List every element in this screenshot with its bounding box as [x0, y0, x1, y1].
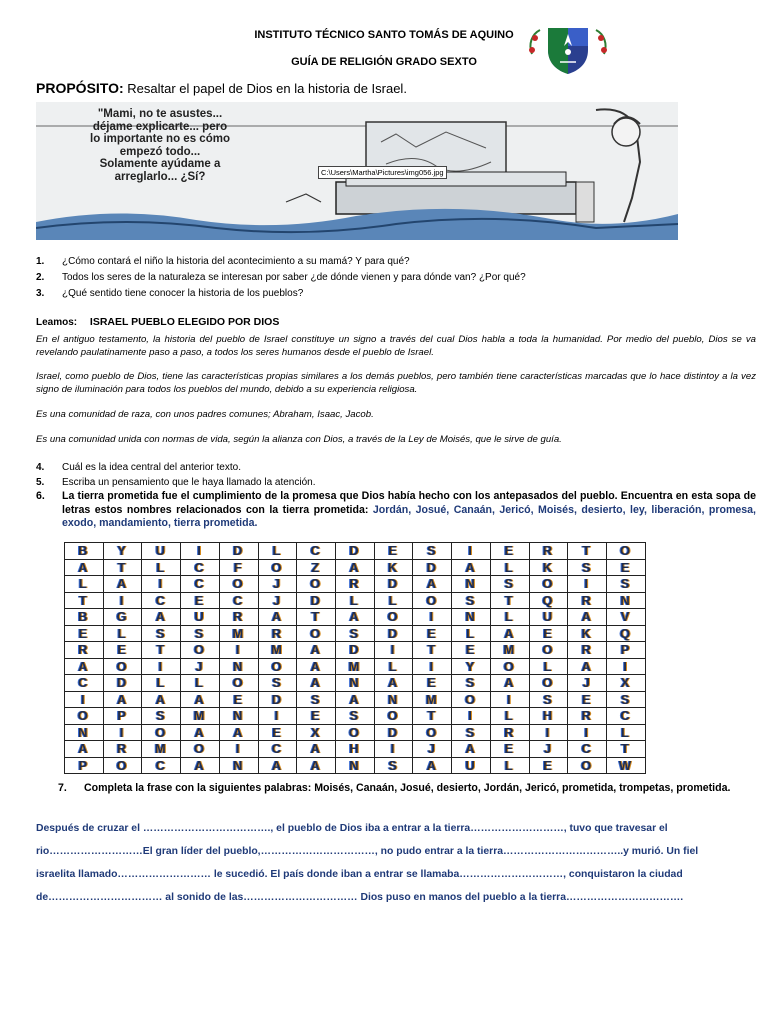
question-text: Todos los seres de la naturaleza se interesan por saber ¿de dónde vienen y para dónde van? ¿Por qué?	[62, 272, 526, 283]
grid-cell[interactable]: A	[490, 675, 529, 692]
grid-cell[interactable]: C	[219, 592, 258, 609]
question-1	[36, 256, 410, 267]
grid-cell[interactable]: P	[103, 708, 142, 725]
grid-cell[interactable]: L	[142, 559, 181, 576]
grid-cell[interactable]: E	[374, 543, 413, 560]
question-number: 5.	[36, 477, 45, 488]
grid-cell[interactable]: L	[258, 543, 297, 560]
grid-cell[interactable]: A	[65, 658, 104, 675]
question-5	[36, 477, 316, 488]
reading-label: Leamos:	[36, 317, 78, 328]
grid-cell[interactable]: I	[452, 708, 491, 725]
grid-row	[65, 576, 646, 593]
grid-cell[interactable]: A	[336, 559, 375, 576]
question-2	[36, 272, 526, 283]
bubble-line: empezó todo...	[119, 145, 201, 158]
grid-cell[interactable]: I	[529, 724, 568, 741]
grid-cell[interactable]: E	[219, 691, 258, 708]
grid-cell[interactable]: N	[452, 576, 491, 593]
grid-cell[interactable]: S	[374, 757, 413, 774]
grid-cell[interactable]: O	[374, 708, 413, 725]
grid-row	[65, 724, 646, 741]
grid-cell[interactable]: A	[181, 724, 220, 741]
grid-cell[interactable]: E	[490, 741, 529, 758]
grid-cell[interactable]: E	[490, 543, 529, 560]
fill-line-1: Después de cruzar el ………………………………., el pueblo de Dios iba a entrar a la tierra………………………, tuvo que travesar el	[36, 823, 668, 834]
grid-cell[interactable]: Q	[529, 592, 568, 609]
grid-cell[interactable]: L	[181, 675, 220, 692]
grid-cell[interactable]: L	[490, 609, 529, 626]
grid-cell[interactable]: C	[142, 592, 181, 609]
grid-cell[interactable]: I	[490, 691, 529, 708]
question-text: Escriba un pensamiento que le haya llamado la atención.	[62, 477, 316, 488]
grid-cell[interactable]: C	[65, 675, 104, 692]
grid-cell[interactable]: F	[219, 559, 258, 576]
grid-cell[interactable]: N	[65, 724, 104, 741]
grid-cell[interactable]: S	[142, 708, 181, 725]
grid-row	[65, 691, 646, 708]
grid-cell[interactable]: U	[142, 543, 181, 560]
grid-cell[interactable]: T	[413, 708, 452, 725]
grid-row	[65, 592, 646, 609]
fill-line-3: israelita llamado……………………… le sucedió. El país donde iban a entrar se llamaba…………………………, conquistaron la ciudad	[36, 869, 683, 880]
grid-cell[interactable]: E	[568, 691, 607, 708]
grid-cell[interactable]: B	[65, 543, 104, 560]
question-7	[58, 781, 758, 796]
grid-cell[interactable]: X	[297, 724, 336, 741]
grid-cell[interactable]: D	[374, 724, 413, 741]
grid-cell[interactable]: E	[181, 592, 220, 609]
reading-paragraph-1: En el antiguo testamento, la historia del pueblo de Israel constituye un signo a través del cual Dios habla a toda la humanidad. Por medio del pueblo, Dios se va revelando paulatinamente paso a paso, a todos los seres humanos desde el pueblo de Israel.	[36, 334, 756, 358]
grid-cell[interactable]: J	[413, 741, 452, 758]
grid-cell[interactable]: A	[452, 559, 491, 576]
grid-cell[interactable]: S	[490, 576, 529, 593]
grid-cell[interactable]: D	[219, 543, 258, 560]
grid-cell[interactable]: N	[452, 609, 491, 626]
grid-cell[interactable]: C	[607, 708, 646, 725]
grid-cell[interactable]: K	[529, 559, 568, 576]
question-number: 6.	[36, 490, 45, 502]
question-number: 2.	[36, 272, 45, 283]
grid-cell[interactable]: S	[452, 724, 491, 741]
grid-cell[interactable]: O	[490, 658, 529, 675]
grid-cell[interactable]: T	[103, 559, 142, 576]
grid-cell[interactable]: E	[258, 724, 297, 741]
grid-cell[interactable]: D	[336, 642, 375, 659]
grid-cell[interactable]: I	[568, 724, 607, 741]
grid-cell[interactable]: L	[103, 625, 142, 642]
grid-cell[interactable]: B	[65, 609, 104, 626]
question-text: Cuál es la idea central del anterior texto.	[62, 462, 241, 473]
grid-cell[interactable]: R	[336, 576, 375, 593]
grid-cell[interactable]: A	[142, 691, 181, 708]
school-shield-logo	[526, 24, 610, 76]
grid-cell[interactable]: K	[568, 625, 607, 642]
fill-line-4: de…………………………… al sonido de las…………………………… Dios puso en manos del pueblo a la tierra…………………………….	[36, 892, 684, 903]
grid-cell[interactable]: O	[374, 609, 413, 626]
grid-cell[interactable]: A	[374, 675, 413, 692]
school-name: INSTITUTO TÉCNICO SANTO TOMÁS DE AQUINO	[254, 29, 514, 41]
reading-title: ISRAEL PUEBLO ELEGIDO POR DIOS	[89, 316, 280, 328]
grid-cell[interactable]: J	[529, 741, 568, 758]
grid-cell[interactable]: Y	[103, 543, 142, 560]
grid-cell[interactable]: E	[413, 675, 452, 692]
grid-cell[interactable]: U	[452, 757, 491, 774]
grid-cell[interactable]: A	[142, 609, 181, 626]
purpose-text: Resaltar el papel de Dios en la historia de Israel.	[127, 81, 407, 96]
grid-cell[interactable]: I	[181, 543, 220, 560]
grid-cell[interactable]: I	[452, 543, 491, 560]
grid-cell[interactable]: O	[258, 658, 297, 675]
word-list: Jordán, Josué, Canaán, Jericó, Moisés, desierto, ley, liberación, promesa, exodo, mandamiento, tierra prometida.	[62, 503, 756, 529]
grid-cell[interactable]: N	[607, 592, 646, 609]
grid-cell[interactable]: I	[374, 741, 413, 758]
question-6-text: La tierra prometida fue el cumplimiento de la promesa que Dios había hecho con los antepasados del pueblo. Encuentra en esta sopa de letras estos nombres relacionados con la tierra prometida:	[62, 490, 756, 516]
image-path-label: C:\Users\Martha\Pictures\img056.jpg	[318, 166, 447, 179]
grid-cell[interactable]: O	[258, 559, 297, 576]
grid-cell[interactable]: A	[336, 609, 375, 626]
grid-cell[interactable]: V	[607, 609, 646, 626]
grid-cell[interactable]: S	[607, 691, 646, 708]
grid-cell[interactable]: R	[568, 642, 607, 659]
grid-cell[interactable]: J	[258, 592, 297, 609]
grid-row	[65, 625, 646, 642]
grid-cell[interactable]: D	[374, 625, 413, 642]
grid-cell[interactable]: S	[452, 592, 491, 609]
guide-title: GUÍA DE RELIGIÓN GRADO SEXTO	[291, 56, 477, 68]
word-search-grid	[64, 542, 646, 774]
grid-row	[65, 675, 646, 692]
grid-cell[interactable]: R	[103, 741, 142, 758]
grid-cell[interactable]: A	[258, 609, 297, 626]
grid-cell[interactable]: T	[413, 642, 452, 659]
grid-cell[interactable]: I	[607, 658, 646, 675]
grid-cell[interactable]: O	[219, 576, 258, 593]
grid-cell[interactable]: A	[219, 724, 258, 741]
grid-cell[interactable]: I	[568, 576, 607, 593]
grid-cell[interactable]: I	[219, 741, 258, 758]
grid-cell[interactable]: N	[336, 757, 375, 774]
question-4	[36, 462, 241, 473]
grid-cell[interactable]: D	[103, 675, 142, 692]
grid-cell[interactable]: S	[336, 708, 375, 725]
grid-cell[interactable]: L	[490, 708, 529, 725]
grid-cell[interactable]: T	[490, 592, 529, 609]
grid-cell[interactable]: M	[413, 691, 452, 708]
grid-cell[interactable]: O	[142, 724, 181, 741]
grid-row	[65, 609, 646, 626]
grid-cell[interactable]: O	[219, 675, 258, 692]
question-text: Completa la frase con la siguientes palabras: Moisés, Canaán, Josué, desierto, Jordán, Jericó, prometida, trompetas, prometida.	[84, 782, 731, 794]
question-6	[36, 490, 756, 531]
grid-cell[interactable]: A	[297, 741, 336, 758]
grid-cell[interactable]: A	[65, 559, 104, 576]
grid-cell[interactable]: L	[490, 559, 529, 576]
bubble-line: arreglarlo... ¿Sí?	[114, 170, 206, 183]
grid-cell[interactable]: R	[258, 625, 297, 642]
grid-cell[interactable]: A	[413, 576, 452, 593]
grid-cell[interactable]: A	[413, 757, 452, 774]
grid-cell[interactable]: W	[607, 757, 646, 774]
grid-cell[interactable]: X	[607, 675, 646, 692]
grid-cell[interactable]: R	[529, 543, 568, 560]
grid-cell[interactable]: P	[65, 757, 104, 774]
grid-cell[interactable]: M	[490, 642, 529, 659]
grid-cell[interactable]: D	[374, 576, 413, 593]
grid-cell[interactable]: Q	[607, 625, 646, 642]
grid-cell[interactable]: L	[142, 675, 181, 692]
grid-cell[interactable]: O	[65, 708, 104, 725]
grid-cell[interactable]: R	[490, 724, 529, 741]
speech-bubble	[50, 108, 270, 183]
grid-cell[interactable]: O	[452, 691, 491, 708]
bubble-line: déjame explicarte... pero	[92, 120, 228, 133]
question-text	[62, 490, 756, 531]
grid-cell[interactable]: L	[452, 625, 491, 642]
grid-cell[interactable]: O	[568, 757, 607, 774]
grid-cell[interactable]: D	[336, 543, 375, 560]
grid-cell[interactable]: M	[181, 708, 220, 725]
grid-cell[interactable]: L	[374, 592, 413, 609]
grid-cell[interactable]: E	[65, 625, 104, 642]
grid-cell[interactable]: M	[142, 741, 181, 758]
grid-cell[interactable]: I	[258, 708, 297, 725]
fill-line-2: rio………………………El gran líder del pueblo,……………………………, no pudo entrar a la tierra……………………………..y murió. Un fiel	[36, 846, 699, 857]
purpose-label: PROPÓSITO:	[36, 80, 124, 96]
grid-cell[interactable]: O	[529, 675, 568, 692]
grid-cell[interactable]: O	[103, 658, 142, 675]
grid-cell[interactable]: A	[568, 609, 607, 626]
bubble-line: "Mami, no te asustes...	[97, 108, 223, 120]
grid-cell[interactable]: N	[219, 708, 258, 725]
grid-cell[interactable]: R	[568, 592, 607, 609]
grid-cell[interactable]: I	[219, 642, 258, 659]
grid-cell[interactable]: R	[568, 708, 607, 725]
grid-cell[interactable]: A	[568, 658, 607, 675]
comic-illustration	[36, 102, 678, 240]
bubble-line: lo importante no es cómo	[90, 133, 230, 145]
grid-cell[interactable]: J	[568, 675, 607, 692]
grid-cell[interactable]: O	[529, 576, 568, 593]
grid-cell[interactable]: H	[529, 708, 568, 725]
grid-cell[interactable]: O	[181, 741, 220, 758]
grid-cell[interactable]: A	[336, 691, 375, 708]
question-number: 1.	[36, 256, 45, 267]
grid-cell[interactable]: L	[65, 576, 104, 593]
grid-cell[interactable]: D	[413, 559, 452, 576]
grid-cell[interactable]: L	[374, 658, 413, 675]
grid-cell[interactable]: S	[336, 625, 375, 642]
grid-cell[interactable]: R	[65, 642, 104, 659]
grid-cell[interactable]: A	[258, 757, 297, 774]
grid-cell[interactable]: I	[103, 724, 142, 741]
grid-cell[interactable]: C	[181, 576, 220, 593]
grid-cell[interactable]: P	[607, 642, 646, 659]
grid-cell[interactable]: O	[529, 642, 568, 659]
grid-cell[interactable]: C	[142, 757, 181, 774]
grid-cell[interactable]: I	[413, 658, 452, 675]
grid-cell[interactable]: A	[103, 576, 142, 593]
grid-row	[65, 642, 646, 659]
grid-cell[interactable]: A	[181, 691, 220, 708]
grid-cell[interactable]: T	[568, 543, 607, 560]
grid-cell[interactable]: I	[65, 691, 104, 708]
grid-cell[interactable]: N	[219, 658, 258, 675]
question-number: 4.	[36, 462, 45, 473]
grid-cell[interactable]: S	[258, 675, 297, 692]
grid-cell[interactable]: E	[413, 625, 452, 642]
reading-heading	[36, 316, 279, 328]
grid-cell[interactable]: I	[374, 642, 413, 659]
grid-row	[65, 757, 646, 774]
grid-row	[65, 543, 646, 560]
grid-cell[interactable]: A	[297, 757, 336, 774]
grid-cell[interactable]: Y	[452, 658, 491, 675]
grid-cell[interactable]: I	[142, 576, 181, 593]
grid-cell[interactable]: K	[374, 559, 413, 576]
grid-cell[interactable]: E	[297, 708, 336, 725]
question-number: 7.	[58, 782, 67, 794]
grid-cell[interactable]: I	[103, 592, 142, 609]
grid-row	[65, 741, 646, 758]
grid-cell[interactable]: N	[374, 691, 413, 708]
bubble-line: Solamente ayúdame a	[99, 158, 221, 170]
grid-cell[interactable]: O	[297, 625, 336, 642]
question-number: 3.	[36, 288, 45, 299]
grid-cell[interactable]: A	[490, 625, 529, 642]
grid-cell[interactable]: A	[103, 691, 142, 708]
grid-cell[interactable]: O	[297, 576, 336, 593]
grid-cell[interactable]: A	[181, 757, 220, 774]
grid-cell[interactable]: S	[529, 691, 568, 708]
grid-cell[interactable]: Z	[297, 559, 336, 576]
grid-cell[interactable]: S	[142, 625, 181, 642]
grid-cell[interactable]: N	[219, 757, 258, 774]
grid-cell[interactable]: S	[452, 675, 491, 692]
grid-cell[interactable]: C	[568, 741, 607, 758]
grid-cell[interactable]: M	[258, 642, 297, 659]
grid-cell[interactable]: S	[607, 576, 646, 593]
grid-cell[interactable]: O	[607, 543, 646, 560]
grid-cell[interactable]: T	[65, 592, 104, 609]
grid-cell[interactable]: M	[336, 658, 375, 675]
grid-cell[interactable]: E	[529, 757, 568, 774]
grid-cell[interactable]: O	[181, 642, 220, 659]
grid-cell[interactable]: O	[336, 724, 375, 741]
grid-cell[interactable]: N	[336, 675, 375, 692]
reading-paragraph-2: Israel, como pueblo de Dios, tiene las características propias similares a los demás pueblos, pero también tiene características marcadas que lo hace distintoy a la vez signo de iluminación para todos los pueblos del mundo, debido a su experiencia religiosa.	[36, 371, 756, 395]
grid-cell[interactable]: I	[413, 609, 452, 626]
reading-paragraph-4: Es una comunidad unida con normas de vida, según la alianza con Dios, a través de la Ley de Moisés, que le sirve de guía.	[36, 434, 562, 445]
grid-cell[interactable]: M	[219, 625, 258, 642]
grid-cell[interactable]: A	[297, 658, 336, 675]
grid-cell[interactable]: A	[297, 675, 336, 692]
grid-cell[interactable]: O	[413, 592, 452, 609]
grid-cell[interactable]: E	[452, 642, 491, 659]
grid-cell[interactable]: S	[297, 691, 336, 708]
grid-cell[interactable]: D	[258, 691, 297, 708]
grid-cell[interactable]: E	[607, 559, 646, 576]
grid-row	[65, 658, 646, 675]
grid-cell[interactable]: R	[219, 609, 258, 626]
grid-cell[interactable]: E	[103, 642, 142, 659]
grid-cell[interactable]: C	[258, 741, 297, 758]
grid-cell[interactable]: L	[607, 724, 646, 741]
grid-cell[interactable]: U	[529, 609, 568, 626]
reading-paragraph-3: Es una comunidad de raza, con unos padres comunes; Abraham, Isaac, Jacob.	[36, 409, 374, 420]
grid-cell[interactable]: H	[336, 741, 375, 758]
grid-cell[interactable]: S	[181, 625, 220, 642]
purpose	[36, 80, 407, 96]
grid-cell[interactable]: J	[258, 576, 297, 593]
grid-cell[interactable]: J	[181, 658, 220, 675]
grid-cell[interactable]: T	[607, 741, 646, 758]
grid-cell[interactable]: O	[103, 757, 142, 774]
grid-cell[interactable]: O	[413, 724, 452, 741]
grid-cell[interactable]: U	[181, 609, 220, 626]
grid-row	[65, 559, 646, 576]
question-3	[36, 288, 303, 299]
grid-cell[interactable]: L	[529, 658, 568, 675]
grid-row	[65, 708, 646, 725]
grid-cell[interactable]: C	[297, 543, 336, 560]
grid-cell[interactable]: I	[142, 658, 181, 675]
question-text: ¿Qué sentido tiene conocer la historia de los pueblos?	[62, 288, 304, 299]
grid-cell[interactable]: A	[452, 741, 491, 758]
grid-cell[interactable]: C	[181, 559, 220, 576]
grid-cell[interactable]: L	[490, 757, 529, 774]
grid-cell[interactable]: A	[297, 642, 336, 659]
grid-cell[interactable]: T	[142, 642, 181, 659]
question-text: ¿Cómo contará el niño la historia del acontecimiento a su mamá? Y para qué?	[62, 256, 410, 267]
grid-cell[interactable]: L	[336, 592, 375, 609]
grid-cell[interactable]: G	[103, 609, 142, 626]
grid-cell[interactable]: S	[568, 559, 607, 576]
grid-cell[interactable]: S	[413, 543, 452, 560]
grid-cell[interactable]: D	[297, 592, 336, 609]
grid-cell[interactable]: A	[65, 741, 104, 758]
grid-cell[interactable]: T	[297, 609, 336, 626]
grid-cell[interactable]: E	[529, 625, 568, 642]
